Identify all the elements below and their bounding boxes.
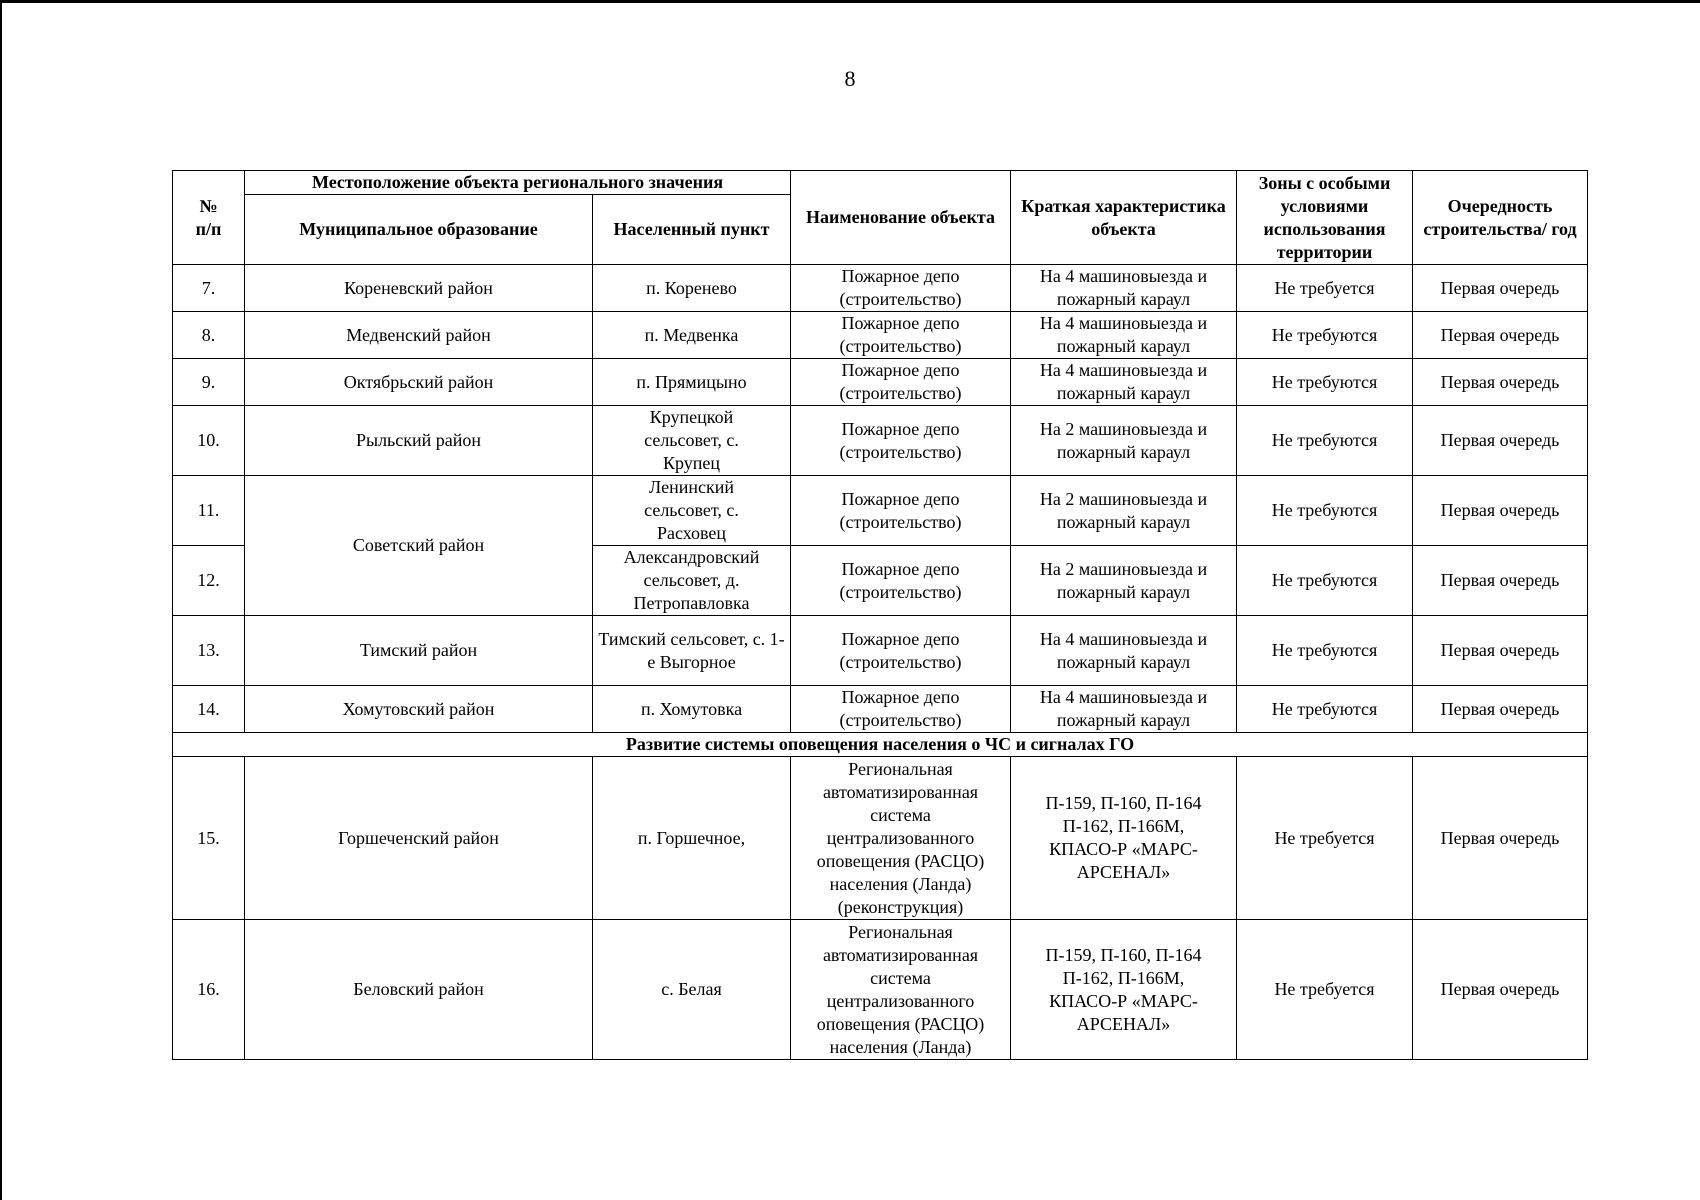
settlement-objects-table	[172, 170, 1588, 1060]
cell-object-name: Пожарное депо (строительство)	[791, 359, 1011, 406]
cell-characteristics: На 2 машиновыезда и пожарный караул	[1011, 406, 1237, 476]
header-settlement: Населенный пункт	[593, 195, 791, 265]
cell-zones: Не требуется	[1237, 920, 1413, 1060]
cell-num: 14.	[173, 686, 245, 733]
cell-municipality: Горшеченский район	[245, 757, 593, 920]
cell-zones: Не требуются	[1237, 359, 1413, 406]
cell-order: Первая очередь	[1413, 686, 1588, 733]
cell-object-name: Пожарное депо (строительство)	[791, 312, 1011, 359]
cell-settlement: п. Медвенка	[593, 312, 791, 359]
cell-object-name: Региональная автоматизированная система централизованного оповещения (РАСЦО) населения (Ланда)	[791, 920, 1011, 1060]
cell-characteristics: На 4 машиновыезда и пожарный караул	[1011, 265, 1237, 312]
cell-settlement: п. Коренево	[593, 265, 791, 312]
cell-characteristics: На 2 машиновыезда и пожарный караул	[1011, 546, 1237, 616]
cell-municipality: Беловский район	[245, 920, 593, 1060]
cell-municipality: Рыльский район	[245, 406, 593, 476]
cell-zones: Не требуются	[1237, 686, 1413, 733]
cell-zones: Не требуются	[1237, 546, 1413, 616]
header-characteristics: Краткая характеристика объекта	[1011, 171, 1237, 265]
cell-settlement: Ленинский сельсовет, с. Расховец	[593, 476, 791, 546]
table-body	[173, 265, 1588, 1060]
cell-order: Первая очередь	[1413, 546, 1588, 616]
table-header	[173, 171, 1588, 265]
cell-zones: Не требуются	[1237, 312, 1413, 359]
cell-order: Первая очередь	[1413, 359, 1588, 406]
cell-num: 13.	[173, 616, 245, 686]
header-municipality: Муниципальное образование	[245, 195, 593, 265]
cell-municipality: Медвенский район	[245, 312, 593, 359]
table-row	[173, 686, 1588, 733]
cell-settlement: Крупецкой сельсовет, с. Крупец	[593, 406, 791, 476]
cell-settlement: п. Горшечное,	[593, 757, 791, 920]
table-row	[173, 265, 1588, 312]
cell-num: 7.	[173, 265, 245, 312]
cell-settlement: п. Прямицыно	[593, 359, 791, 406]
cell-municipality: Тимский район	[245, 616, 593, 686]
section-title: Развитие системы оповещения населения о ЧС и сигналах ГО	[173, 733, 1588, 757]
cell-characteristics: На 2 машиновыезда и пожарный караул	[1011, 476, 1237, 546]
header-location-group: Местоположение объекта регионального значения	[245, 171, 791, 195]
table-row	[173, 312, 1588, 359]
header-object-name: Наименование объекта	[791, 171, 1011, 265]
cell-num: 16.	[173, 920, 245, 1060]
cell-order: Первая очередь	[1413, 312, 1588, 359]
cell-characteristics: На 4 машиновыезда и пожарный караул	[1011, 312, 1237, 359]
table-row	[173, 757, 1588, 920]
cell-order: Первая очередь	[1413, 616, 1588, 686]
cell-num: 12.	[173, 546, 245, 616]
cell-object-name: Региональная автоматизированная система централизованного оповещения (РАСЦО) населения (Ланда) (реконструкция)	[791, 757, 1011, 920]
header-order: Очередность строительства/ год	[1413, 171, 1588, 265]
cell-object-name: Пожарное депо (строительство)	[791, 546, 1011, 616]
cell-municipality: Кореневский район	[245, 265, 593, 312]
cell-zones: Не требуются	[1237, 616, 1413, 686]
cell-characteristics: П-159, П-160, П-164 П-162, П-166М, КПАСО-Р «МАРС-АРСЕНАЛ»	[1011, 757, 1237, 920]
cell-settlement: с. Белая	[593, 920, 791, 1060]
cell-characteristics: На 4 машиновыезда и пожарный караул	[1011, 616, 1237, 686]
cell-object-name: Пожарное депо (строительство)	[791, 476, 1011, 546]
cell-characteristics: На 4 машиновыезда и пожарный караул	[1011, 359, 1237, 406]
cell-object-name: Пожарное депо (строительство)	[791, 686, 1011, 733]
cell-settlement: п. Хомутовка	[593, 686, 791, 733]
cell-municipality: Советский район	[245, 476, 593, 616]
cell-num: 8.	[173, 312, 245, 359]
cell-num: 11.	[173, 476, 245, 546]
cell-order: Первая очередь	[1413, 265, 1588, 312]
cell-order: Первая очередь	[1413, 920, 1588, 1060]
header-zones: Зоны с особыми условиями использования территории	[1237, 171, 1413, 265]
header-num: № п/п	[173, 171, 245, 265]
cell-characteristics: П-159, П-160, П-164 П-162, П-166М, КПАСО-Р «МАРС-АРСЕНАЛ»	[1011, 920, 1237, 1060]
cell-zones: Не требуются	[1237, 406, 1413, 476]
table-row	[173, 920, 1588, 1060]
table-row	[173, 359, 1588, 406]
cell-settlement: Тимский сельсовет, с. 1-е Выгорное	[593, 616, 791, 686]
cell-zones: Не требуется	[1237, 265, 1413, 312]
cell-municipality: Хомутовский район	[245, 686, 593, 733]
cell-num: 9.	[173, 359, 245, 406]
cell-num: 10.	[173, 406, 245, 476]
table-row	[173, 476, 1588, 546]
cell-zones: Не требуются	[1237, 476, 1413, 546]
cell-municipality: Октябрьский район	[245, 359, 593, 406]
cell-order: Первая очередь	[1413, 406, 1588, 476]
cell-order: Первая очередь	[1413, 476, 1588, 546]
cell-characteristics: На 4 машиновыезда и пожарный караул	[1011, 686, 1237, 733]
cell-object-name: Пожарное депо (строительство)	[791, 265, 1011, 312]
cell-object-name: Пожарное депо (строительство)	[791, 616, 1011, 686]
cell-object-name: Пожарное депо (строительство)	[791, 406, 1011, 476]
table-row	[173, 406, 1588, 476]
cell-settlement: Александровский сельсовет, д. Петропавловка	[593, 546, 791, 616]
table-row	[173, 616, 1588, 686]
section-title-row	[173, 733, 1588, 757]
cell-zones: Не требуется	[1237, 757, 1413, 920]
cell-num: 15.	[173, 757, 245, 920]
cell-order: Первая очередь	[1413, 757, 1588, 920]
page-number: 8	[844, 66, 856, 91]
